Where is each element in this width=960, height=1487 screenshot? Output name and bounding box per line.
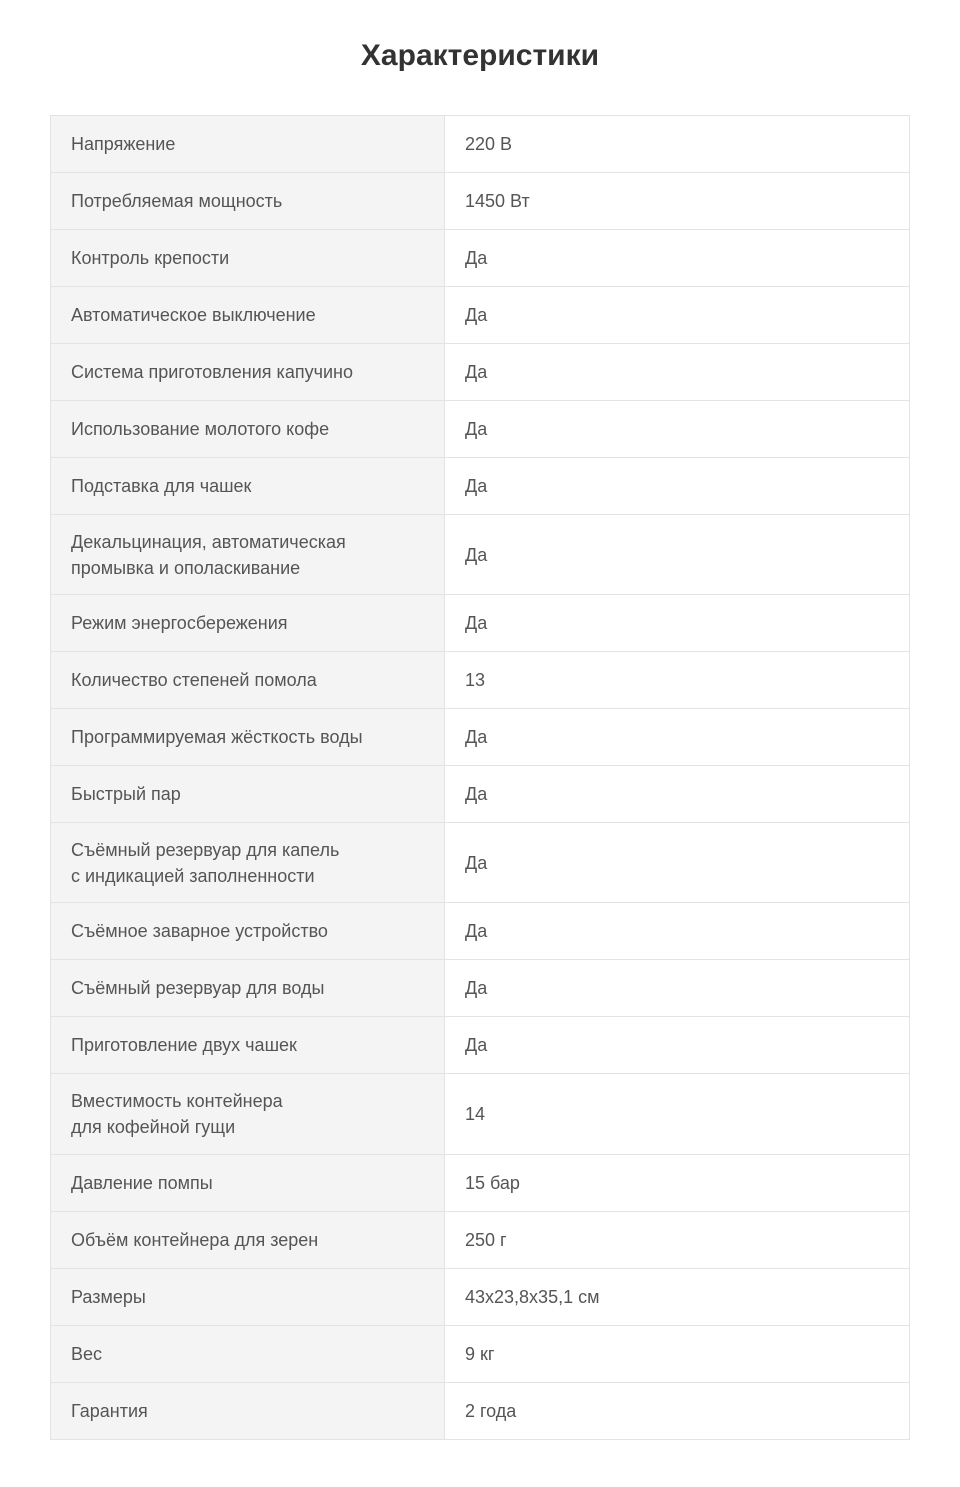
spec-value: 250 г [445, 1212, 910, 1269]
table-row [51, 1155, 910, 1212]
spec-name: Использование молотого кофе [51, 401, 445, 458]
spec-name: Съёмное заварное устройство [51, 903, 445, 960]
spec-value: 43x23,8x35,1 см [445, 1269, 910, 1326]
spec-value: Да [445, 287, 910, 344]
table-row [51, 515, 910, 595]
spec-name: Вес [51, 1326, 445, 1383]
spec-name: Автоматическое выключение [51, 287, 445, 344]
spec-value: 13 [445, 652, 910, 709]
table-row [51, 709, 910, 766]
spec-value: Да [445, 595, 910, 652]
spec-name: Режим энергосбережения [51, 595, 445, 652]
spec-name: Давление помпы [51, 1155, 445, 1212]
spec-value: 2 года [445, 1383, 910, 1440]
table-row [51, 1074, 910, 1155]
table-row [51, 287, 910, 344]
spec-name: Гарантия [51, 1383, 445, 1440]
table-row [51, 766, 910, 823]
spec-name: Быстрый пар [51, 766, 445, 823]
spec-value: Да [445, 230, 910, 287]
table-row [51, 1269, 910, 1326]
spec-name: Вместимость контейнера для кофейной гущи [51, 1074, 445, 1155]
spec-name: Напряжение [51, 116, 445, 173]
spec-name: Количество степеней помола [51, 652, 445, 709]
page-title: Характеристики [360, 39, 600, 72]
spec-value: Да [445, 344, 910, 401]
table-row [51, 1383, 910, 1440]
spec-name: Размеры [51, 1269, 445, 1326]
spec-value: 15 бар [445, 1155, 910, 1212]
spec-value: 220 В [445, 116, 910, 173]
spec-name: Система приготовления капучино [51, 344, 445, 401]
table-row [51, 960, 910, 1017]
spec-value: 9 кг [445, 1326, 910, 1383]
spec-value: Да [445, 458, 910, 515]
spec-name: Декальцинация, автоматическая промывка и ополаскивание [51, 515, 445, 595]
specs-table [50, 115, 910, 1440]
spec-value: Да [445, 823, 910, 903]
table-row [51, 1017, 910, 1074]
spec-value: 1450 Вт [445, 173, 910, 230]
spec-name: Съёмный резервуар для капель с индикацией заполненности [51, 823, 445, 903]
spec-value: Да [445, 709, 910, 766]
table-row [51, 903, 910, 960]
table-row [51, 595, 910, 652]
spec-name: Контроль крепости [51, 230, 445, 287]
table-row [51, 230, 910, 287]
spec-value: Да [445, 401, 910, 458]
spec-name: Потребляемая мощность [51, 173, 445, 230]
table-row [51, 116, 910, 173]
spec-name: Объём контейнера для зерен [51, 1212, 445, 1269]
table-row [51, 823, 910, 903]
table-row [51, 1326, 910, 1383]
spec-value: Да [445, 903, 910, 960]
spec-value: Да [445, 1017, 910, 1074]
table-row [51, 344, 910, 401]
spec-name: Подставка для чашек [51, 458, 445, 515]
spec-name: Съёмный резервуар для воды [51, 960, 445, 1017]
table-row [51, 401, 910, 458]
spec-value: 14 [445, 1074, 910, 1155]
spec-name: Программируемая жёсткость воды [51, 709, 445, 766]
spec-value: Да [445, 960, 910, 1017]
spec-value: Да [445, 766, 910, 823]
table-row [51, 173, 910, 230]
spec-value: Да [445, 515, 910, 595]
table-row [51, 1212, 910, 1269]
table-row [51, 458, 910, 515]
table-row [51, 652, 910, 709]
spec-name: Приготовление двух чашек [51, 1017, 445, 1074]
